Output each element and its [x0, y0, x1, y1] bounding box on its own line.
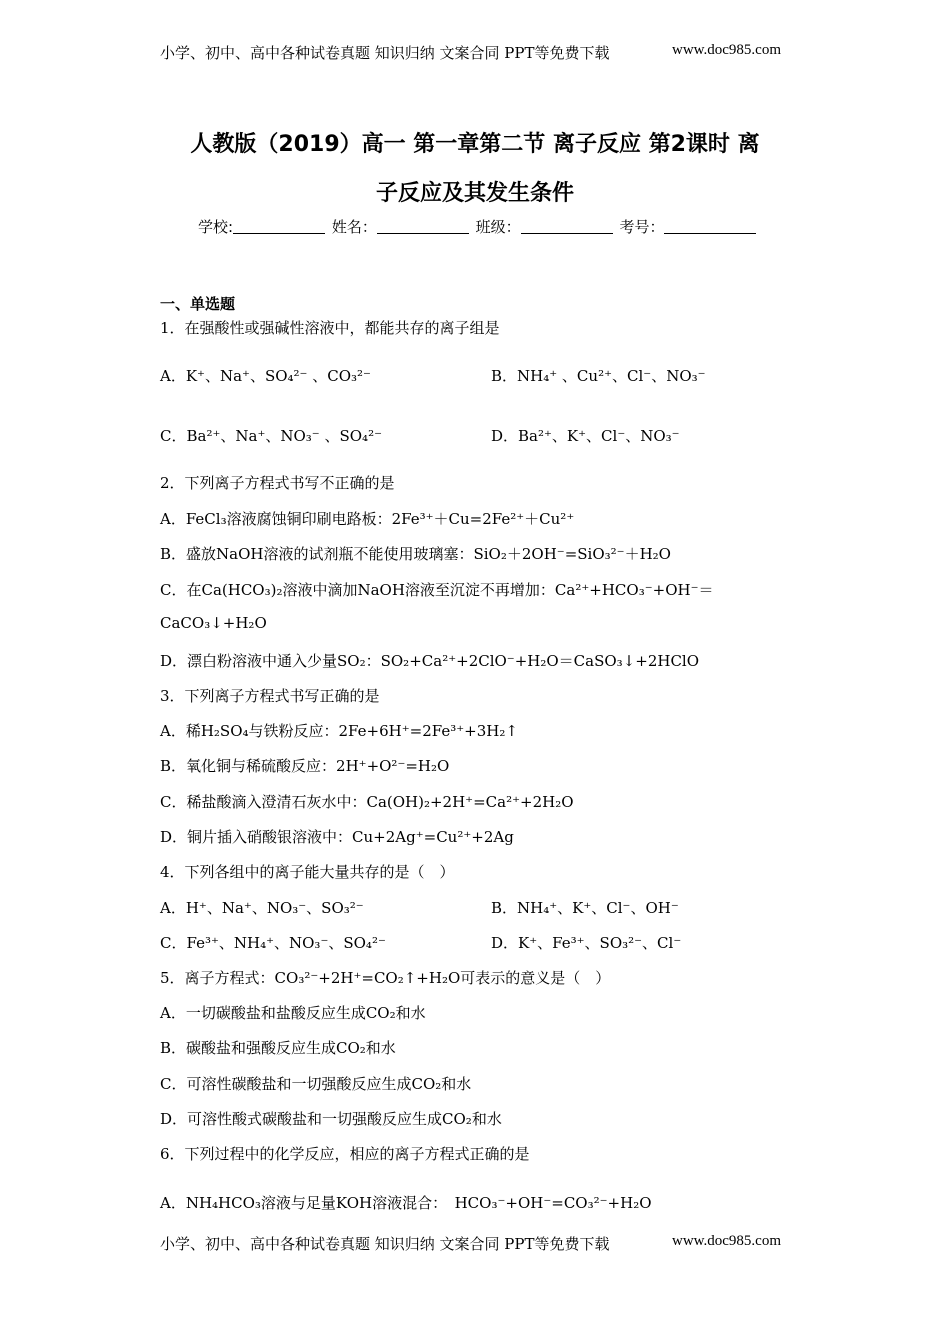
- q4-option-b: B．NH₄⁺、K⁺、Cl⁻、OH⁻: [491, 899, 679, 917]
- exam-number-blank[interactable]: [664, 233, 756, 234]
- q1-option-a: A．K⁺、Na⁺、SO₄²⁻ 、CO₃²⁻: [160, 367, 371, 385]
- page-title-line1: 人教版（2019）高一 第一章第二节 离子反应 第2课时 离: [190, 132, 760, 157]
- school-blank[interactable]: [233, 233, 325, 234]
- q5-option-b: B．碳酸盐和强酸反应生成CO₂和水: [160, 1039, 396, 1057]
- q6-option-a: A．NH₄HCO₃溶液与足量KOH溶液混合： HCO₃⁻+OH⁻=CO₃²⁻+H₂O: [160, 1194, 652, 1212]
- q3-option-a: A．稀H₂SO₄与铁粉反应：2Fe+6H⁺=2Fe³⁺+3H₂↑: [160, 722, 518, 740]
- q2-option-b: B．盛放NaOH溶液的试剂瓶不能使用玻璃塞：SiO₂＋2OH⁻=SiO₃²⁻＋H₂O: [160, 545, 671, 563]
- q2-option-a: A．FeCl₃溶液腐蚀铜印刷电路板：2Fe³⁺＋Cu=2Fe²⁺＋Cu²⁺: [160, 510, 575, 528]
- q2-option-c-line2: CaCO₃↓+H₂O: [160, 614, 267, 632]
- q1-option-c: C．Ba²⁺、Na⁺、NO₃⁻ 、SO₄²⁻: [160, 427, 382, 445]
- section-heading: 一、单选题: [160, 295, 236, 313]
- q1-stem: 1．在强酸性或强碱性溶液中，都能共存的离子组是: [160, 319, 500, 337]
- q1-option-d: D．Ba²⁺、K⁺、Cl⁻、NO₃⁻: [491, 427, 680, 445]
- q4-option-a: A．H⁺、Na⁺、NO₃⁻、SO₃²⁻: [160, 899, 364, 917]
- q3-option-d: D．铜片插入硝酸银溶液中：Cu+2Ag⁺=Cu²⁺+2Ag: [160, 828, 514, 846]
- q4-option-d: D．K⁺、Fe³⁺、SO₃²⁻、Cl⁻: [491, 934, 682, 952]
- exam-number-label: 考号：: [619, 218, 665, 236]
- footer-text: 小学、初中、高中各种试卷真题 知识归纳 文案合同 PPT等免费下载: [160, 1235, 610, 1253]
- q1-option-b: B．NH₄⁺ 、Cu²⁺、Cl⁻、NO₃⁻: [491, 367, 706, 385]
- q4-stem: 4．下列各组中的离子能大量共存的是（ ）: [160, 863, 455, 881]
- q2-option-d: D．漂白粉溶液中通入少量SO₂：SO₂+Ca²⁺+2ClO⁻+H₂O＝CaSO₃↓+2HClO: [160, 652, 700, 670]
- page-title-line2: 子反应及其发生条件: [375, 181, 574, 206]
- name-label: 姓名：: [331, 218, 377, 236]
- q2-option-c-line1: C．在Ca(HCO₃)₂溶液中滴加NaOH溶液至沉淀不再增加：Ca²⁺+HCO₃⁻+OH⁻＝: [160, 581, 714, 599]
- q3-option-c: C．稀盐酸滴入澄清石灰水中：Ca(OH)₂+2H⁺=Ca²⁺+2H₂O: [160, 793, 574, 811]
- q2-stem: 2．下列离子方程式书写不正确的是: [160, 474, 395, 492]
- header-text: 小学、初中、高中各种试卷真题 知识归纳 文案合同 PPT等免费下载: [160, 44, 610, 62]
- class-blank[interactable]: [521, 233, 613, 234]
- student-info-fields: [198, 216, 758, 237]
- q5-option-d: D．可溶性酸式碳酸盐和一切强酸反应生成CO₂和水: [160, 1110, 502, 1128]
- name-blank[interactable]: [377, 233, 469, 234]
- q5-option-a: A．一切碳酸盐和盐酸反应生成CO₂和水: [160, 1004, 426, 1022]
- header-url[interactable]: www.doc985.com: [672, 42, 782, 58]
- footer-url[interactable]: www.doc985.com: [672, 1233, 782, 1249]
- q3-stem: 3．下列离子方程式书写正确的是: [160, 687, 380, 705]
- q3-option-b: B．氧化铜与稀硫酸反应：2H⁺+O²⁻=H₂O: [160, 757, 450, 775]
- q6-stem: 6．下列过程中的化学反应，相应的离子方程式正确的是: [160, 1145, 530, 1163]
- q5-option-c: C．可溶性碳酸盐和一切强酸反应生成CO₂和水: [160, 1075, 472, 1093]
- school-label: 学校:: [198, 218, 234, 236]
- q5-stem: 5．离子方程式：CO₃²⁻+2H⁺=CO₂↑+H₂O可表示的意义是（ ）: [160, 969, 611, 987]
- q4-option-c: C．Fe³⁺、NH₄⁺、NO₃⁻、SO₄²⁻: [160, 934, 386, 952]
- class-label: 班级：: [475, 218, 521, 236]
